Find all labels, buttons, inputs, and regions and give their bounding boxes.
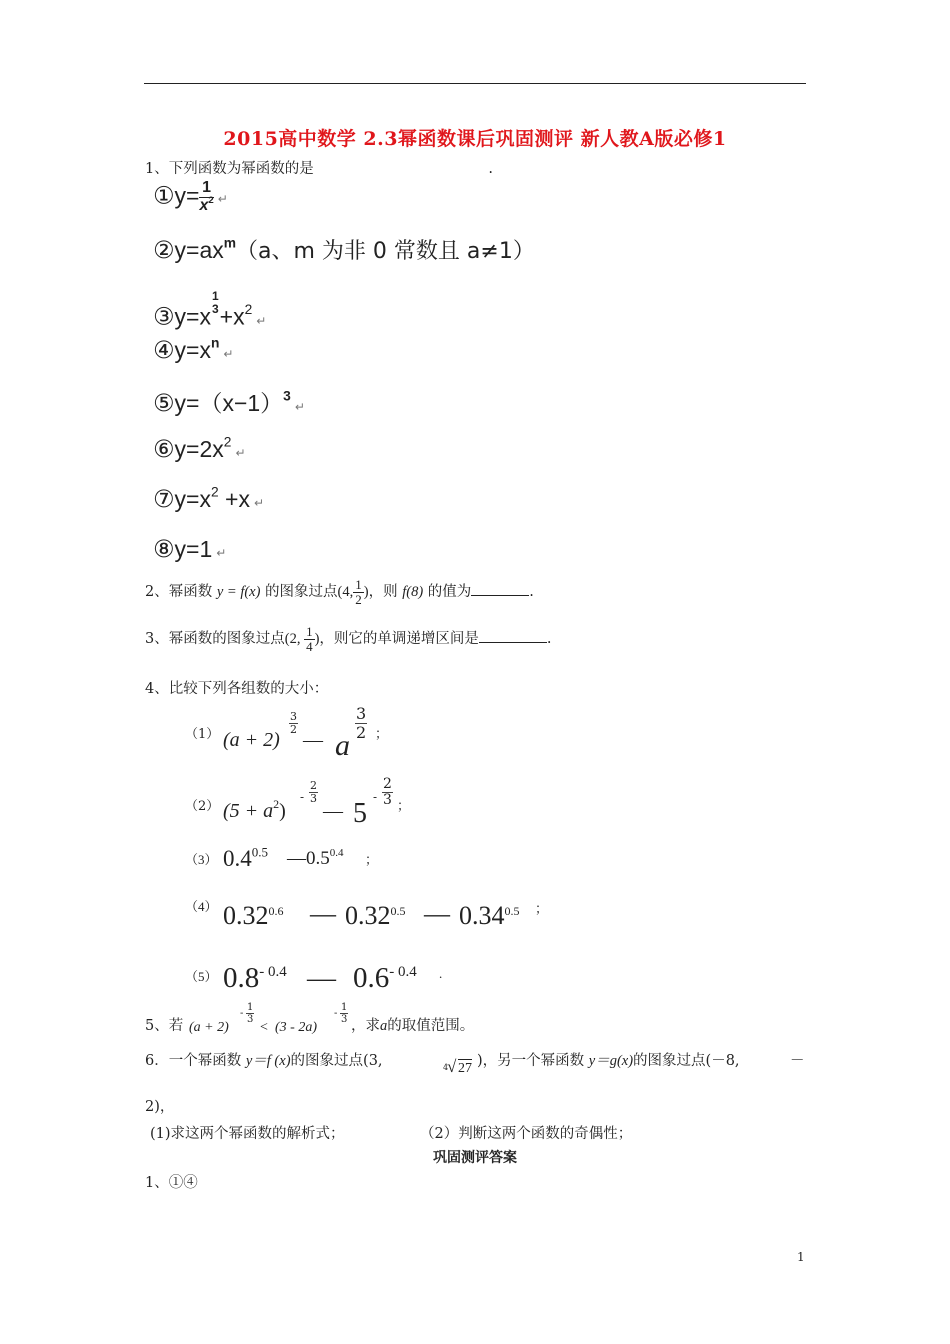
question-5-prefix: 5、若 xyxy=(145,1018,184,1034)
option-1-denominator: x xyxy=(199,196,209,214)
question-3-point-close: ) xyxy=(314,631,320,648)
compare-2-base-close: ) xyxy=(279,800,286,822)
option-4-marker: ④ xyxy=(153,336,175,364)
header-rule xyxy=(144,83,806,84)
compare-2-lhs-neg: - xyxy=(300,790,305,804)
compare-2-rhs-exponent xyxy=(382,777,393,809)
question-5-lhs-neg: - xyxy=(240,1008,244,1019)
option-7-marker: ⑦ xyxy=(153,485,175,513)
question-2 xyxy=(145,578,534,606)
question-5-suffix2: 的取值范围。 xyxy=(387,1018,475,1034)
return-mark: ↵ xyxy=(235,446,246,460)
compare-2-base-square: 2 xyxy=(273,797,280,811)
compare-2-label: （2） xyxy=(185,799,220,814)
option-2 xyxy=(153,234,535,265)
option-4-body: y=x xyxy=(174,337,211,363)
compare-1-lhs-exp-num: 3 xyxy=(290,710,297,723)
question-4: 4、比较下列各组数的大小： xyxy=(145,681,329,697)
question-2-end: . xyxy=(529,584,534,601)
compare-5-rhs xyxy=(353,962,417,995)
compare-2-lhs xyxy=(223,797,286,823)
compare-1-base-a: (a + 2) xyxy=(223,729,280,751)
answer-1: 1、①④ xyxy=(145,1175,198,1191)
option-8-body: y=1 xyxy=(174,536,213,562)
compare-3-lhs-exponent: 0.5 xyxy=(251,844,268,860)
question-5-lhs-exponent xyxy=(246,1002,254,1025)
compare-3-lhs-base: 0.4 xyxy=(223,846,252,871)
question-5-rhs-exp-den: 3 xyxy=(341,1014,348,1025)
compare-4-b-base: 0.32 xyxy=(345,901,391,930)
question-6-line1-b xyxy=(477,1049,740,1070)
return-mark: ↵ xyxy=(253,496,265,510)
option-5-body: y=（x−1） xyxy=(174,390,284,416)
question-5-lhs: (a + 2) xyxy=(189,1020,229,1035)
question-2-suffix: 的值为 xyxy=(423,584,472,601)
compare-2-lhs-exp-den: 3 xyxy=(310,792,317,806)
compare-3-rhs-base: 0.5 xyxy=(306,848,330,869)
option-4-exponent: n xyxy=(210,335,220,351)
question-6-mid1: 的图象过点(3, xyxy=(290,1053,383,1069)
question-3-denominator: 4 xyxy=(306,638,313,654)
compare-1-lhs-exponent xyxy=(289,711,298,736)
question-2-point-close: ) xyxy=(363,584,369,601)
compare-4-separator-1: — xyxy=(310,899,336,928)
question-6-function-g: y＝g(x) xyxy=(588,1053,634,1069)
option-3-exponent-fraction xyxy=(211,290,220,316)
question-3-numerator: 1 xyxy=(306,624,313,639)
compare-5-lhs-base: 0.8 xyxy=(223,962,260,994)
question-2-f8: f(8) xyxy=(402,584,424,601)
question-5-less-than: < xyxy=(260,1020,268,1035)
option-3-marker: ③ xyxy=(153,302,175,331)
option-6 xyxy=(153,435,246,463)
option-1 xyxy=(153,180,228,215)
compare-3-rhs-group xyxy=(287,848,344,870)
compare-1-separator: — xyxy=(303,729,323,751)
compare-1-rhs-exponent xyxy=(355,705,367,741)
question-6-sub-1: (1)求这两个幂函数的解析式； xyxy=(150,1126,345,1142)
compare-5-end: . xyxy=(439,966,443,981)
option-2-body: y=ax xyxy=(174,237,224,263)
option-3-exp-denominator: 3 xyxy=(211,302,219,317)
question-2-point-open: (4, xyxy=(337,584,354,601)
return-mark: ↵ xyxy=(216,546,227,560)
question-6-minus: － xyxy=(790,1053,805,1069)
option-1-den-exponent: 2 xyxy=(208,194,214,206)
compare-1-label: （1） xyxy=(185,727,220,742)
option-4 xyxy=(153,336,233,364)
question-6-mid2: )，另一个幂函数 xyxy=(477,1053,589,1069)
compare-4-end: ； xyxy=(535,901,549,916)
question-1-dot: . xyxy=(488,161,493,177)
compare-3-rhs-exponent: 0.4 xyxy=(329,846,344,859)
compare-3-label: （3） xyxy=(185,852,218,867)
compare-5-label: （5） xyxy=(185,969,218,984)
compare-3-lhs xyxy=(223,846,268,872)
question-2-numerator: 1 xyxy=(355,577,362,592)
question-6-sub-2: （2）判断这两个函数的奇偶性； xyxy=(420,1126,633,1142)
question-2-fraction xyxy=(353,578,364,606)
option-7-post: +x xyxy=(218,486,250,512)
compare-1-lhs-exp-den: 2 xyxy=(290,723,297,737)
option-3 xyxy=(153,290,266,331)
question-5-variable: a xyxy=(380,1018,388,1034)
compare-4-label: （4） xyxy=(185,899,218,914)
option-7-body: y=x xyxy=(174,486,211,512)
question-2-function: y = f(x) xyxy=(216,584,261,601)
compare-2-lhs-exponent xyxy=(309,780,318,805)
compare-2-end: ； xyxy=(397,799,411,814)
compare-5-lhs-exponent: - 0.4 xyxy=(259,963,287,980)
compare-5-lhs xyxy=(223,962,287,995)
question-6-root-index: 4 xyxy=(443,1063,449,1072)
question-2-mid: 的图象过点 xyxy=(260,584,338,601)
question-6-prefix: 6．一个幂函数 xyxy=(145,1053,246,1069)
question-6 xyxy=(145,1045,810,1085)
option-8-marker: ⑧ xyxy=(153,535,175,563)
question-6-mid3: 的图象过点(－8, xyxy=(633,1053,740,1069)
compare-2-rhs-exp-den: 3 xyxy=(383,792,392,809)
answers-heading: 巩固测评答案 xyxy=(433,1150,517,1166)
question-5-lhs-exp-den: 3 xyxy=(247,1014,254,1025)
option-6-body: y=2x xyxy=(174,436,224,462)
question-3 xyxy=(145,625,552,653)
return-mark: ↵ xyxy=(256,313,267,328)
option-1-marker: ① xyxy=(153,181,175,210)
option-3-post-exponent: 2 xyxy=(244,302,253,318)
compare-5-separator: — xyxy=(307,962,336,994)
compare-1-end: ； xyxy=(375,727,389,742)
question-5-rhs-exponent xyxy=(340,1002,348,1025)
return-mark: ↵ xyxy=(223,347,234,361)
compare-2-rhs-exp-num: 2 xyxy=(383,776,392,792)
question-6-radicand: 27 xyxy=(458,1061,472,1076)
question-6-line2: 2)， xyxy=(145,1099,175,1115)
compare-2-rhs-neg: - xyxy=(373,790,378,804)
option-5 xyxy=(153,385,305,418)
question-3-fraction xyxy=(304,625,315,653)
compare-4-c-exponent: 0.5 xyxy=(504,904,520,918)
return-mark: ↵ xyxy=(217,192,228,207)
compare-1-rhs: a xyxy=(335,729,350,762)
compare-2-separator: — xyxy=(323,800,343,822)
compare-5-rhs-exponent: - 0.4 xyxy=(389,963,417,980)
option-6-exponent: 2 xyxy=(223,434,232,450)
option-1-numerator: 1 xyxy=(199,180,213,198)
compare-4-b-exponent: 0.5 xyxy=(390,904,406,918)
question-3-end: . xyxy=(546,631,552,648)
compare-3-end: ； xyxy=(365,852,379,867)
question-3-suffix: ，则它的单调递增区间是 xyxy=(319,631,479,648)
option-7-exponent: 2 xyxy=(210,484,219,500)
option-1-fraction xyxy=(199,180,213,215)
option-2-marker: ② xyxy=(153,236,175,264)
compare-3-separator: — xyxy=(287,848,306,869)
question-2-denominator: 2 xyxy=(355,591,362,607)
question-5-rhs-neg: - xyxy=(334,1008,338,1019)
compare-2-lhs-exp-num: 2 xyxy=(310,779,317,792)
option-8 xyxy=(153,535,226,563)
question-6-function-f: y＝f (x) xyxy=(245,1053,291,1069)
question-3-prefix: 3、幂函数的图象过点 xyxy=(145,631,285,648)
question-1 xyxy=(145,157,493,178)
compare-4-term-a xyxy=(223,901,284,931)
question-2-mid2: ，则 xyxy=(368,584,403,601)
option-2-exponent: m xyxy=(223,235,237,251)
option-1-lhs: y= xyxy=(174,182,200,209)
return-mark: ↵ xyxy=(294,400,305,414)
compare-4-separator-2: — xyxy=(424,899,450,928)
question-5-rhs-exp-num: 1 xyxy=(341,1002,348,1013)
option-2-note: （a、m 为非 0 常数且 a≠1） xyxy=(236,239,535,264)
question-3-answer-blank[interactable] xyxy=(479,642,547,643)
question-1-text: 1、下列函数为幂函数的是 xyxy=(145,161,314,177)
compare-1-rhs-exp-den: 2 xyxy=(356,722,367,742)
question-5-suffix: ，求 xyxy=(351,1018,380,1034)
page-number: 1 xyxy=(797,1250,805,1264)
compare-5-rhs-base: 0.6 xyxy=(353,962,390,994)
option-6-marker: ⑥ xyxy=(153,435,175,463)
compare-2-rhs: 5 xyxy=(353,798,367,829)
question-2-prefix: 2、幂函数 xyxy=(145,584,217,601)
document-title: 2015高中数学 2.3幂函数课后巩固测评 新人教A版必修1 xyxy=(223,128,727,150)
compare-4-a-base: 0.32 xyxy=(223,901,269,930)
compare-4-term-c xyxy=(459,901,520,931)
compare-1-rhs-exp-num: 3 xyxy=(356,704,367,723)
option-3-lhs: y=x xyxy=(174,303,211,330)
question-5-suffix-group xyxy=(351,1014,474,1035)
compare-2-base-a: (5 + a xyxy=(223,800,274,822)
compare-4-term-b xyxy=(345,901,406,931)
option-5-exponent: 3 xyxy=(283,388,291,404)
compare-4-a-exponent: 0.6 xyxy=(268,904,284,918)
option-7 xyxy=(153,485,264,513)
question-5-rhs: (3 - 2a) xyxy=(275,1020,317,1035)
question-3-point-open: (2, xyxy=(284,631,305,648)
question-6-line1-a xyxy=(145,1049,383,1070)
question-6-radical-sign: √ xyxy=(447,1057,457,1076)
option-3-post: +x xyxy=(219,303,245,330)
option-5-marker: ⑤ xyxy=(153,389,175,417)
compare-1-lhs xyxy=(223,729,280,752)
compare-4-c-base: 0.34 xyxy=(459,901,505,930)
option-3-exp-numerator: 1 xyxy=(211,289,219,303)
question-5-lhs-exp-num: 1 xyxy=(247,1002,254,1013)
question-2-answer-blank[interactable] xyxy=(471,595,529,596)
